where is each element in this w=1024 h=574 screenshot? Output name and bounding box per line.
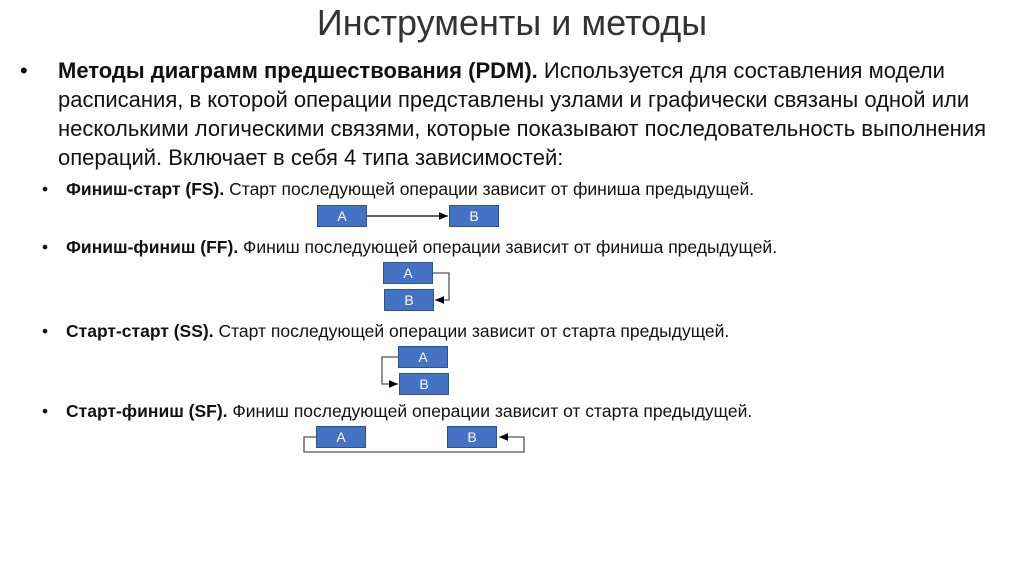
ff-connector xyxy=(0,260,1024,314)
fs-diagram xyxy=(0,202,1024,230)
bullet-icon: • xyxy=(42,401,49,421)
bullet-icon: • xyxy=(42,179,49,199)
ff-node-a: A xyxy=(383,262,433,284)
fs-node-a: A xyxy=(317,205,367,227)
slide-title: Инструменты и методы xyxy=(316,2,708,43)
sf-node-a: A xyxy=(316,426,366,448)
ff-node-b: B xyxy=(384,289,434,311)
ss-node-a: A xyxy=(398,346,448,368)
main-bullet xyxy=(20,56,1000,172)
item-text: Финиш последующей операции зависит от финиша предыдущей. xyxy=(238,237,778,257)
ff-diagram xyxy=(0,260,1024,314)
main-bold: Методы диаграмм предшествования (PDM). xyxy=(58,58,538,83)
bullet-icon: • xyxy=(42,237,49,257)
item-text: Старт последующей операции зависит от старта предыдущей. xyxy=(213,321,730,341)
main-text: Используется для составления модели расписания, в которой операции представлены узлами и графически связаны одной или несколькими логическими связями, которые показывают последовательность выполнения операций. Включает в себя 4 типа зависимостей: xyxy=(58,58,987,170)
item-text: Старт последующей операции зависит от финиша предыдущей. xyxy=(224,179,755,199)
ss-diagram xyxy=(0,344,1024,398)
bullet-icon: • xyxy=(20,58,28,83)
ss-connector xyxy=(0,344,1024,398)
fs-connector xyxy=(0,202,1024,230)
sub-bullet-fs xyxy=(42,176,1024,202)
ss-node-b: B xyxy=(399,373,449,395)
item-bold: Финиш-финиш (FF). xyxy=(66,237,239,257)
item-text: Финиш последующей операции зависит от старта предыдущей. xyxy=(227,401,753,421)
fs-node-b: B xyxy=(449,205,499,227)
sub-bullet-sf xyxy=(42,398,1024,424)
item-bold: Старт-финиш (SF). xyxy=(66,401,228,421)
bullet-icon: • xyxy=(42,321,49,341)
slide-body xyxy=(0,56,1024,454)
sf-node-b: B xyxy=(447,426,497,448)
item-bold: Финиш-старт (FS). xyxy=(66,179,225,199)
sub-bullet-ff xyxy=(42,234,1024,260)
sub-bullet-ss xyxy=(42,318,1024,344)
sf-connector xyxy=(0,424,1024,454)
sf-diagram xyxy=(0,424,1024,454)
item-bold: Старт-старт (SS). xyxy=(66,321,214,341)
